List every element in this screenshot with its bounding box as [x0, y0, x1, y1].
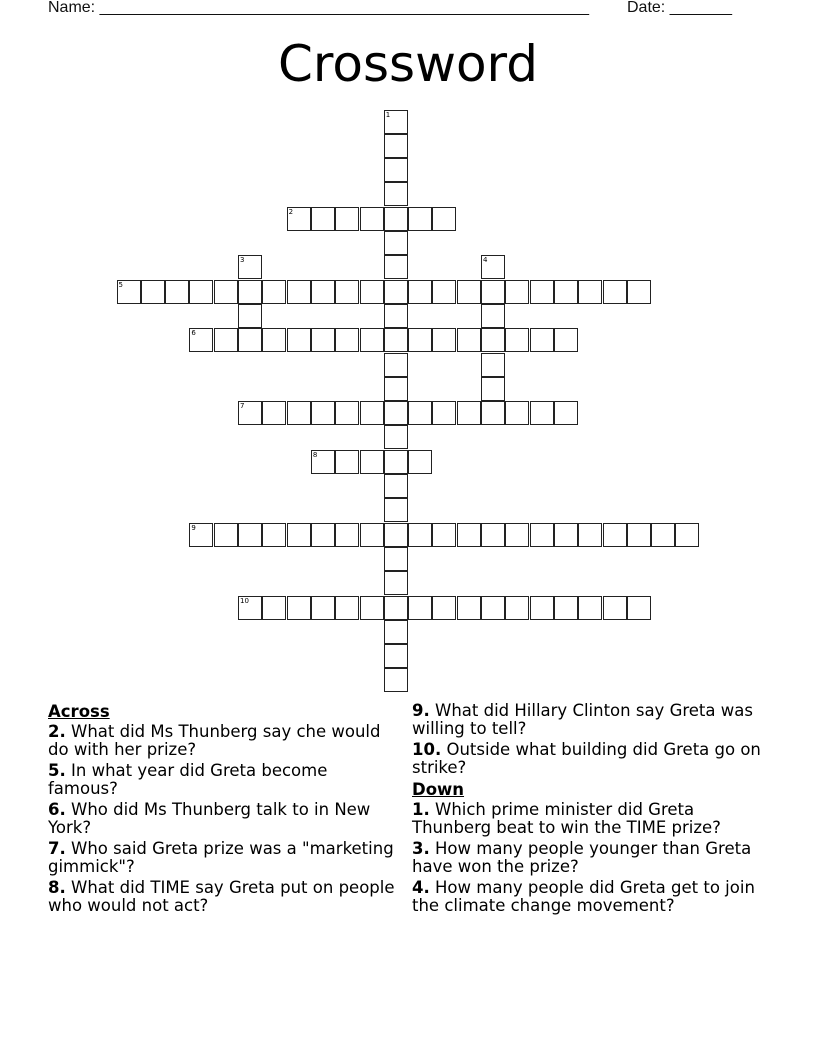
- grid-cell[interactable]: [457, 596, 481, 620]
- grid-cell[interactable]: [287, 523, 311, 547]
- grid-cell[interactable]: [432, 328, 456, 352]
- grid-cell[interactable]: [457, 401, 481, 425]
- grid-cell[interactable]: [554, 401, 578, 425]
- clue-number-label: 9: [191, 523, 196, 532]
- grid-cell[interactable]: [554, 280, 578, 304]
- grid-cell[interactable]: [287, 280, 311, 304]
- grid-cell[interactable]: [335, 280, 359, 304]
- grid-cell[interactable]: [481, 255, 505, 279]
- clue-across-2: 2. What did Ms Thunberg say che would do with her prize?: [48, 722, 381, 759]
- grid-cell[interactable]: [384, 134, 408, 158]
- grid-cell[interactable]: [432, 207, 456, 231]
- grid-cell[interactable]: [603, 280, 627, 304]
- grid-cell[interactable]: [384, 644, 408, 668]
- grid-cell[interactable]: [384, 207, 408, 231]
- grid-cell[interactable]: [262, 280, 286, 304]
- grid-cell[interactable]: [360, 401, 384, 425]
- clue-down-1: 1. Which prime minister did Greta Thunberg beat to win the TIME prize?: [412, 800, 721, 837]
- grid-cell[interactable]: [335, 596, 359, 620]
- page-title: Crossword: [278, 35, 538, 93]
- grid-cell[interactable]: [262, 596, 286, 620]
- grid-cell[interactable]: [335, 401, 359, 425]
- grid-cell[interactable]: [481, 523, 505, 547]
- grid-cell[interactable]: [311, 207, 335, 231]
- grid-cell[interactable]: [603, 523, 627, 547]
- grid-cell[interactable]: [384, 353, 408, 377]
- grid-cell[interactable]: [384, 450, 408, 474]
- grid-cell[interactable]: [189, 523, 213, 547]
- grid-cell[interactable]: [384, 596, 408, 620]
- grid-cell[interactable]: [408, 596, 432, 620]
- grid-cell[interactable]: [408, 328, 432, 352]
- grid-cell[interactable]: [214, 328, 238, 352]
- grid-cell[interactable]: [311, 596, 335, 620]
- clue-number-label: 7: [240, 402, 245, 411]
- grid-cell[interactable]: [384, 498, 408, 522]
- grid-cell[interactable]: [554, 596, 578, 620]
- grid-cell[interactable]: [432, 523, 456, 547]
- grid-cell[interactable]: [384, 158, 408, 182]
- grid-cell[interactable]: [360, 207, 384, 231]
- grid-cell[interactable]: [238, 280, 262, 304]
- grid-cell[interactable]: [384, 255, 408, 279]
- grid-cell[interactable]: [360, 523, 384, 547]
- grid-cell[interactable]: [578, 523, 602, 547]
- grid-cell[interactable]: [141, 280, 165, 304]
- clue-number-label: 6: [191, 329, 196, 338]
- grid-cell[interactable]: [408, 207, 432, 231]
- grid-cell[interactable]: [505, 328, 529, 352]
- grid-cell[interactable]: [530, 328, 554, 352]
- grid-cell[interactable]: [384, 328, 408, 352]
- clues-right-column: [412, 702, 762, 918]
- grid-cell[interactable]: [311, 401, 335, 425]
- grid-cell[interactable]: [287, 207, 311, 231]
- grid-cell[interactable]: [505, 401, 529, 425]
- grid-cell[interactable]: [384, 231, 408, 255]
- grid-cell[interactable]: [335, 450, 359, 474]
- grid-cell[interactable]: [335, 207, 359, 231]
- clue-number-label: 1: [385, 110, 391, 119]
- grid-cell[interactable]: [238, 596, 262, 620]
- clue-across-10: 10. Outside what building did Greta go on strike?: [412, 740, 761, 777]
- grid-cell[interactable]: [481, 401, 505, 425]
- across-heading: Across: [48, 702, 110, 721]
- grid-cell[interactable]: [189, 328, 213, 352]
- clue-across-6: 6. Who did Ms Thunberg talk to in New York?: [48, 800, 371, 837]
- grid-cell[interactable]: [481, 353, 505, 377]
- grid-cell[interactable]: [481, 596, 505, 620]
- grid-cell[interactable]: [651, 523, 675, 547]
- grid-cell[interactable]: [262, 401, 286, 425]
- grid-cell[interactable]: [384, 474, 408, 498]
- clues-left-column: [48, 702, 398, 918]
- grid-cell[interactable]: [457, 523, 481, 547]
- grid-cell[interactable]: [384, 523, 408, 547]
- grid-cell[interactable]: [360, 328, 384, 352]
- grid-cell[interactable]: [335, 523, 359, 547]
- grid-cell[interactable]: [675, 523, 699, 547]
- grid-cell[interactable]: [578, 596, 602, 620]
- grid-cell[interactable]: [335, 328, 359, 352]
- grid-cell[interactable]: [481, 328, 505, 352]
- grid-cell[interactable]: [311, 523, 335, 547]
- grid-cell[interactable]: [505, 280, 529, 304]
- grid-cell[interactable]: [311, 280, 335, 304]
- grid-cell[interactable]: [384, 401, 408, 425]
- grid-cell[interactable]: [554, 523, 578, 547]
- grid-cell[interactable]: [238, 255, 262, 279]
- grid-cell[interactable]: [262, 328, 286, 352]
- grid-cell[interactable]: [384, 377, 408, 401]
- grid-cell[interactable]: [505, 596, 529, 620]
- grid-cell[interactable]: [627, 596, 651, 620]
- grid-cell[interactable]: [408, 450, 432, 474]
- name-field[interactable]: Name: _______________________________________________________: [48, 0, 589, 16]
- grid-cell[interactable]: [627, 523, 651, 547]
- grid-cell[interactable]: [530, 596, 554, 620]
- grid-cell[interactable]: [481, 377, 505, 401]
- clue-number-label: 5: [118, 280, 123, 289]
- grid-cell[interactable]: [554, 328, 578, 352]
- grid-cell[interactable]: [287, 328, 311, 352]
- grid-cell[interactable]: [432, 596, 456, 620]
- clue-number-label: 2: [288, 207, 294, 216]
- grid-cell[interactable]: [238, 304, 262, 328]
- grid-cell[interactable]: [287, 596, 311, 620]
- grid-cell[interactable]: [408, 523, 432, 547]
- grid-cell[interactable]: [165, 280, 189, 304]
- grid-cell[interactable]: [238, 523, 262, 547]
- grid-cell[interactable]: [530, 280, 554, 304]
- grid-cell[interactable]: [311, 328, 335, 352]
- down-heading: Down: [412, 780, 465, 799]
- date-field[interactable]: Date: _______: [627, 0, 732, 16]
- grid-cell[interactable]: [481, 280, 505, 304]
- grid-cell[interactable]: [238, 401, 262, 425]
- grid-cell[interactable]: [117, 280, 141, 304]
- grid-cell[interactable]: [457, 328, 481, 352]
- clue-down-3: 3. How many people younger than Greta have won the prize?: [412, 839, 752, 876]
- clue-across-7: 7. Who said Greta prize was a "marketing gimmick"?: [48, 839, 394, 876]
- grid-cell[interactable]: [360, 450, 384, 474]
- grid-cell[interactable]: [384, 304, 408, 328]
- clue-down-4: 4. How many people did Greta get to join the climate change movement?: [412, 878, 755, 915]
- grid-cell[interactable]: [214, 280, 238, 304]
- grid-cell[interactable]: [384, 110, 408, 134]
- grid-cell[interactable]: [384, 280, 408, 304]
- grid-cell[interactable]: [505, 523, 529, 547]
- grid-cell[interactable]: [384, 547, 408, 571]
- grid-cell[interactable]: [262, 523, 286, 547]
- grid-cell[interactable]: [432, 401, 456, 425]
- grid-cell[interactable]: [384, 668, 408, 692]
- grid-cell[interactable]: [238, 328, 262, 352]
- grid-cell[interactable]: [384, 571, 408, 595]
- grid-cell[interactable]: [578, 280, 602, 304]
- grid-cell[interactable]: [408, 280, 432, 304]
- grid-cell[interactable]: [360, 596, 384, 620]
- grid-cell[interactable]: [214, 523, 238, 547]
- clue-number-label: 4: [483, 256, 488, 265]
- grid-cell[interactable]: [627, 280, 651, 304]
- grid-cell[interactable]: [360, 280, 384, 304]
- clue-number-label: 8: [312, 450, 318, 459]
- grid-cell[interactable]: [384, 425, 408, 449]
- grid-cell[interactable]: [189, 280, 213, 304]
- grid-cell[interactable]: [384, 182, 408, 206]
- clue-across-8: 8. What did TIME say Greta put on people who would not act?: [48, 878, 395, 915]
- clue-across-9: 9. What did Hillary Clinton say Greta was willing to tell?: [412, 701, 753, 738]
- grid-cell[interactable]: [384, 620, 408, 644]
- clue-number-label: 3: [240, 256, 245, 265]
- grid-cell[interactable]: [432, 280, 456, 304]
- grid-cell[interactable]: [287, 401, 311, 425]
- clue-number-label: 10: [240, 596, 249, 605]
- grid-cell[interactable]: [603, 596, 627, 620]
- clue-across-5: 5. In what year did Greta become famous?: [48, 761, 328, 798]
- grid-cell[interactable]: [530, 523, 554, 547]
- grid-cell[interactable]: [408, 401, 432, 425]
- grid-cell[interactable]: [530, 401, 554, 425]
- grid-cell[interactable]: [311, 450, 335, 474]
- grid-cell[interactable]: [481, 304, 505, 328]
- grid-cell[interactable]: [457, 280, 481, 304]
